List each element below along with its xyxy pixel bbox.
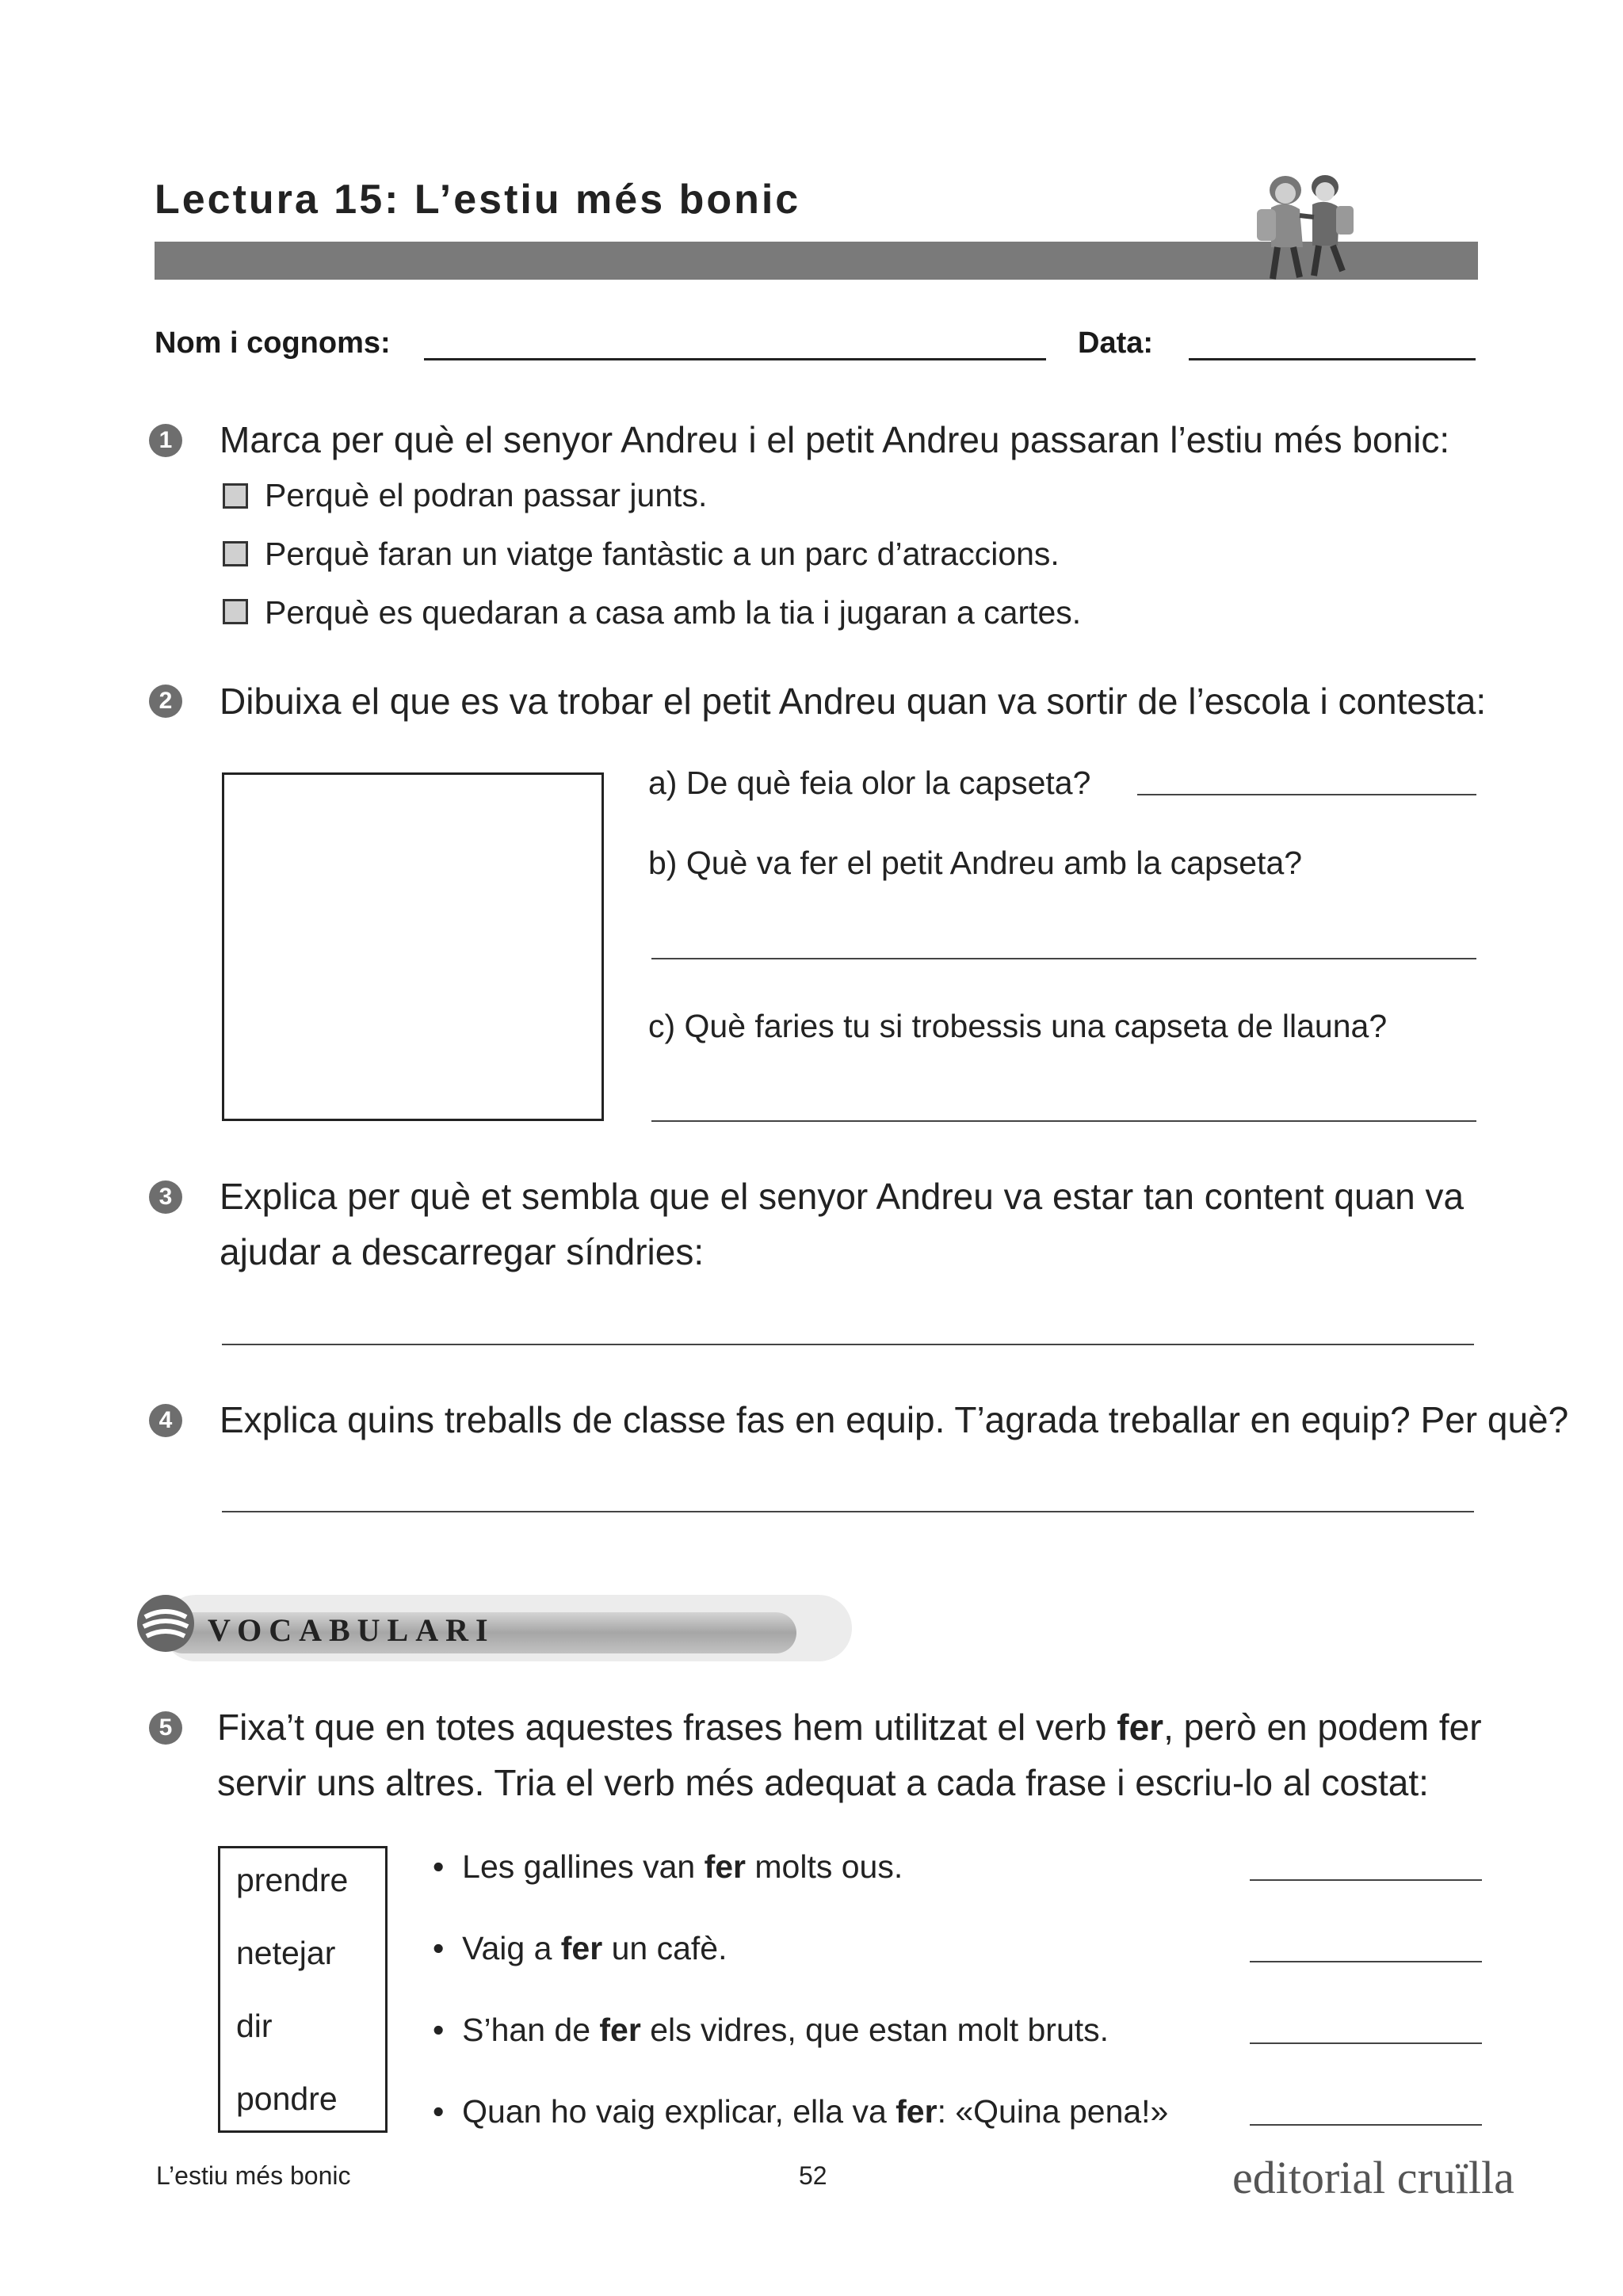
question-5-line2: servir uns altres. Tria el verb més adequat a cada frase i escriu-lo al costat:: [217, 1762, 1429, 1803]
subquestion-a: a) De què feia olor la capseta?: [648, 765, 1091, 801]
answer-line[interactable]: [1250, 2042, 1482, 2044]
sentence-text: : «Quina pena!»: [937, 2093, 1169, 2130]
sentence-3: [433, 2012, 1109, 2049]
word-bank-item: dir: [236, 2008, 273, 2044]
sentence-text: Les gallines van: [462, 1848, 705, 1885]
question-5-line1: [217, 1699, 1482, 1755]
vocabulary-label: VOCABULARI: [208, 1612, 495, 1648]
answer-line[interactable]: [1250, 1879, 1482, 1881]
answer-line[interactable]: [1137, 794, 1476, 795]
answer-line[interactable]: [222, 1511, 1474, 1512]
subquestion-c: c) Què faries tu si trobessis una capseta de llauna?: [648, 1008, 1388, 1044]
question-number: 2: [149, 685, 182, 718]
q5-text-pre: Fixa’t que en totes aquestes frases hem utilitzat el verb: [217, 1707, 1117, 1748]
sentence-text: Vaig a: [462, 1930, 561, 1966]
sentence-text: S’han de: [462, 2012, 600, 2048]
option-1-label: Perquè el podran passar junts.: [265, 477, 708, 513]
sentence-4: [433, 2093, 1168, 2130]
children-illustration-icon: [1236, 168, 1371, 287]
subquestion-b: b) Què va fer el petit Andreu amb la capseta?: [648, 845, 1303, 881]
option-checkbox[interactable]: [223, 599, 248, 624]
sentence-text: els vidres, que estan molt bruts.: [640, 2012, 1109, 2048]
sentence-text: un cafè.: [602, 1930, 727, 1966]
word-bank-item: netejar: [236, 1935, 336, 1971]
page-title: Lectura 15: L’estiu més bonic: [155, 177, 801, 223]
answer-line[interactable]: [651, 958, 1476, 959]
date-field[interactable]: [1189, 358, 1476, 360]
option-2-label: Perquè faran un viatge fantàstic a un parc d’atraccions.: [265, 536, 1060, 572]
drawing-box[interactable]: [222, 772, 604, 1121]
footer-title: L’estiu més bonic: [156, 2161, 351, 2190]
answer-line[interactable]: [1250, 2124, 1482, 2126]
question-3-line2: ajudar a descarregar síndries:: [220, 1231, 705, 1272]
question-2-text: Dibuixa el que es va trobar el petit Andreu quan va sortir de l’escola i contesta:: [220, 681, 1487, 722]
question-3-line1: Explica per què et sembla que el senyor Andreu va estar tan content quan va: [220, 1176, 1465, 1217]
sentence-1: [433, 1848, 903, 1886]
question-number: 4: [149, 1404, 182, 1437]
bullet: •: [433, 1848, 445, 1885]
sentence-2: [433, 1930, 727, 1967]
answer-line[interactable]: [651, 1120, 1476, 1122]
question-1-text: Marca per què el senyor Andreu i el petit Andreu passaran l’estiu més bonic:: [220, 419, 1450, 460]
sentence-verb: fer: [599, 2012, 641, 2048]
question-number: 1: [149, 424, 182, 457]
option-3-label: Perquè es quedaran a casa amb la tia i jugaran a cartes.: [265, 594, 1082, 631]
bullet: •: [433, 2093, 445, 2130]
sentence-text: Quan ho vaig explicar, ella va: [462, 2093, 896, 2130]
sentence-verb: fer: [560, 1930, 603, 1966]
page-number: 52: [799, 2161, 827, 2190]
name-field[interactable]: [424, 358, 1046, 360]
q5-verb-bold: fer: [1117, 1707, 1164, 1748]
option-checkbox[interactable]: [223, 541, 248, 566]
word-bank-item: prendre: [236, 1862, 349, 1898]
question-4-text: Explica quins treballs de classe fas en equip. T’agrada treballar en equip? Per què?: [220, 1399, 1569, 1440]
sentence-text: molts ous.: [746, 1848, 903, 1885]
sentence-verb: fer: [704, 1848, 746, 1885]
bullet: •: [433, 1930, 445, 1966]
word-bank-item: pondre: [236, 2081, 338, 2117]
publisher-logo: editorial cruïlla: [1232, 2152, 1514, 2203]
sentence-verb: fer: [896, 2093, 938, 2130]
answer-line[interactable]: [222, 1344, 1474, 1345]
question-number: 5: [149, 1711, 182, 1745]
q5-text-post: , però en podem fer: [1163, 1707, 1482, 1748]
name-label: Nom i cognoms:: [155, 326, 391, 360]
date-label: Data:: [1078, 326, 1154, 360]
question-number: 3: [149, 1180, 182, 1214]
option-checkbox[interactable]: [223, 483, 248, 509]
bullet: •: [433, 2012, 445, 2048]
answer-line[interactable]: [1250, 1961, 1482, 1962]
